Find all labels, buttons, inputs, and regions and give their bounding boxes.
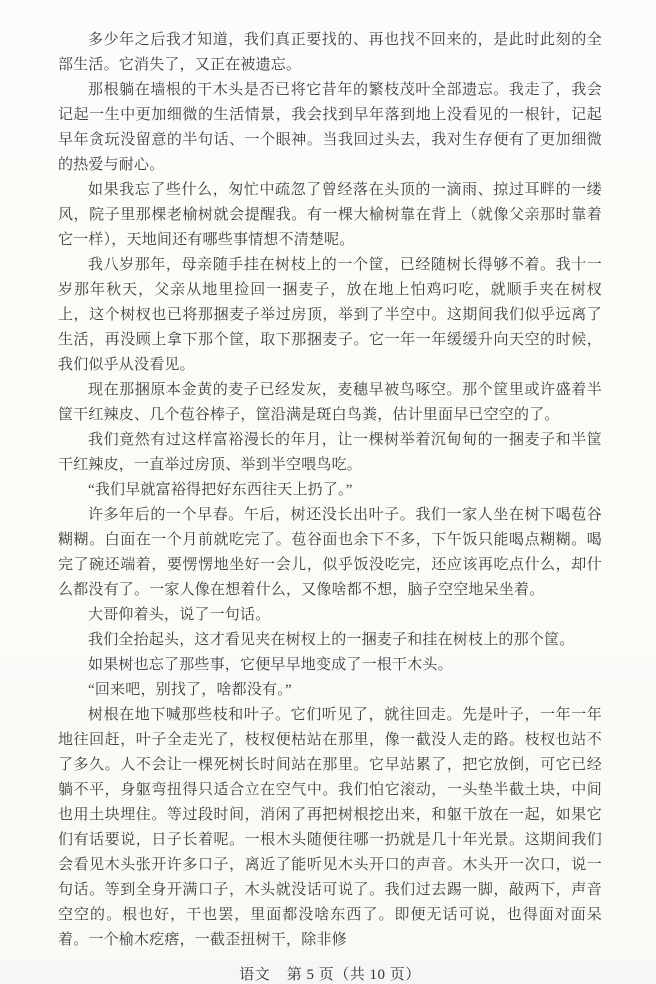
paragraph: 那根躺在墙根的干木头是否已将它昔年的繁枝茂叶全部遗忘。我走了，我会记起一生中更加细微的生活情景，我会找到早年落到地上没看见的一根针，记起早年贪玩没留意的半句话、一个眼神。当我回过头去，我对生存便有了更加细微的热爱与耐心。 bbox=[58, 82, 602, 173]
prose-passage bbox=[58, 28, 602, 953]
paragraph: 多少年之后我才知道，我们真正要找的、再也找不回来的，是此时此刻的全部生活。它消失了，又正在被遗忘。 bbox=[58, 32, 602, 73]
paragraph-quote: “我们早就富裕得把好东西往天上扔了。” bbox=[88, 482, 353, 498]
page-footer bbox=[58, 963, 602, 984]
paragraph: 我八岁那年，母亲随手挂在树枝上的一个筐，已经随树长得够不着。我十一岁那年秋天，父亲从地里捡回一捆麦子，放在地上怕鸡叼吃，就顺手夹在树杈上，这个树杈也已将那捆麦子举过房顶，举到了半空中。这期间我们似乎远离了生活，再没顾上拿下那个筐，取下那捆麦子。它一年一年缓缓升向天空的时候，我们似乎从没看见。 bbox=[58, 257, 602, 373]
paragraph-quote: “回来吧，别找了，啥都没有。” bbox=[88, 682, 292, 698]
paragraph: 现在那捆原本金黄的麦子已经发灰，麦穗早被鸟啄空。那个筐里或许盛着半筐干红辣皮、几个苞谷棒子，筐沿满是斑白鸟粪，估计里面早已空空的了。 bbox=[58, 382, 602, 423]
paragraph: 如果树也忘了那些事，它便早早地变成了一根干木头。 bbox=[88, 657, 453, 673]
paragraph: 树根在地下喊那些枝和叶子。它们听见了，就往回走。先是叶子，一年一年地往回赶，叶子全走光了，枝杈便枯站在那里，像一截没人走的路。枝杈也站不了多久。人不会让一棵死树长时间站在那里。它早站累了，把它放倒，可它已经躺不平，身躯弯扭得只适合立在空气中。我们怕它滚动，一头垫半截土块，中间也用土块埋住。等过段时间，消闲了再把树根挖出来，和躯干放在一起，如果它们有话要说，日子长着呢。一根木头随便往哪一扔就是几十年光景。这期间我们会看见木头张开许多口子，离近了能听见木头开口的声音。木头开一次口，说一句话。等到全身开满口子，木头就没话可说了。我们过去踢一脚，敲两下，声音空空的。根也好，干也罢，里面都没啥东西了。即便无话可说，也得面对面呆着。一个榆木疙瘩，一截歪扭树干，除非修 bbox=[58, 707, 602, 948]
paragraph: 大哥仰着头，说了一句话。 bbox=[88, 607, 271, 623]
paragraph: 我们全抬起头，这才看见夹在树杈上的一捆麦子和挂在树枝上的那个筐。 bbox=[88, 632, 575, 648]
paragraph: 如果我忘了些什么，匆忙中疏忽了曾经落在头顶的一滴雨、掠过耳畔的一缕风，院子里那棵老榆树就会提醒我。有一棵大榆树靠在背上（就像父亲那时靠着它一样），天地间还有哪些事情想不清楚呢。 bbox=[58, 182, 602, 248]
paragraph: 我们竟然有过这样富裕漫长的年月，让一棵树举着沉甸甸的一捆麦子和半筐干红辣皮，一直举过房顶、举到半空喂鸟吃。 bbox=[58, 432, 602, 473]
footer-page-number: 第 5 页（共 10 页） bbox=[286, 967, 421, 983]
paragraph: 许多年后的一个早春。午后，树还没长出叶子。我们一家人坐在树下喝苞谷糊糊。白面在一个月前就吃完了。苞谷面也余下不多，下午饭只能喝点糊糊。喝完了碗还端着，要愣愣地坐好一会儿，似乎饭没吃完，还应该再吃点什么，却什么都没有了。一家人像在想着什么，又像啥都不想，脑子空空地呆坐着。 bbox=[58, 507, 602, 598]
footer-subject-label: 语文 bbox=[239, 967, 271, 983]
